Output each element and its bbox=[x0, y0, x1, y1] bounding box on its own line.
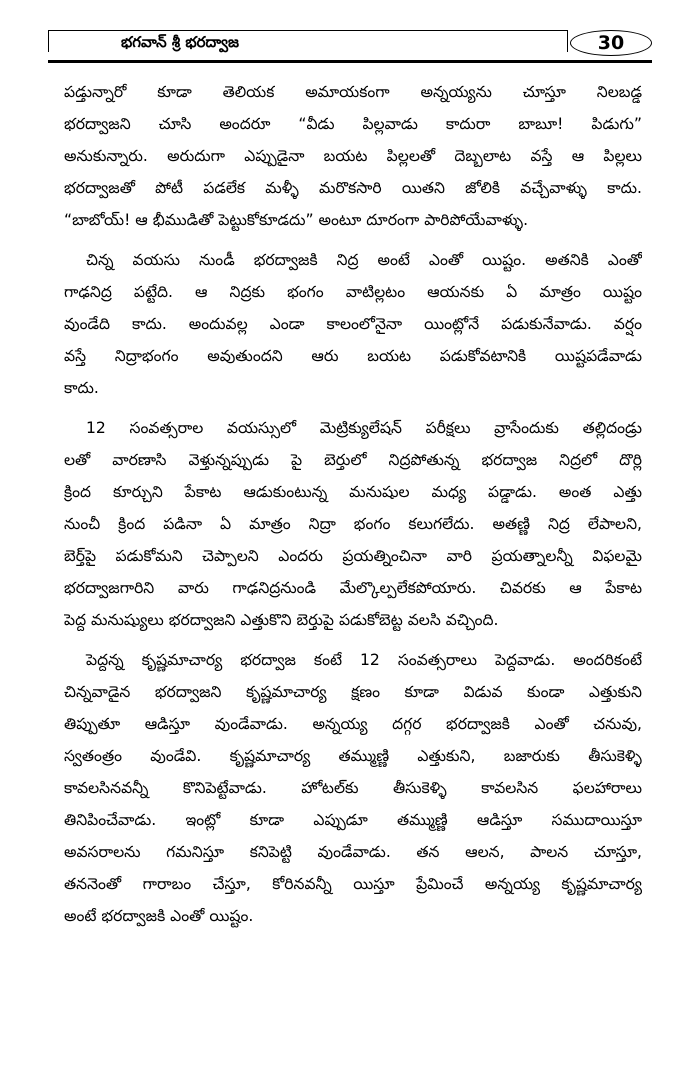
text-line: భరద్వాజగారిని వారు గాఢనిద్రనుండి మేల్కొల్పలేకపోయారు. చివరకు ఆ పేకాట bbox=[64, 579, 642, 597]
text-line: అంటే భరద్వాజకి ఎంతో యిష్టం. bbox=[64, 907, 254, 925]
text-line: బెర్త్‌పై పడుకోమని చెప్పాలని ఎందరు ప్రయత్నించినా వారి ప్రయత్నాలన్నీ విఫలమై bbox=[64, 547, 642, 565]
page-number: 30 bbox=[597, 32, 625, 54]
text-line: వుండేది కాదు. అందువల్ల ఎండా కాలంలోనైనా యింట్లోనే పడుకునేవాడు. వర్షం bbox=[64, 315, 642, 333]
text-line: అనుకున్నారు. అరుదుగా ఎప్పుడైనా బయట పిల్లలతో దెబ్బలాట వస్తే ఆ పిల్లలు bbox=[64, 147, 642, 165]
text-line: పెద్ద మనుష్యులు భరద్వాజని ఎత్తుకొని బెర్తుపై పడుకోబెట్ట వలసి వచ్చింది. bbox=[64, 611, 499, 629]
text-line: తినిపించేవాడు. ఇంట్లో కూడా ఎప్పుడూ తమ్ముణ్ణి ఆడిస్తూ సముదాయిస్తూ bbox=[64, 811, 642, 829]
page-body bbox=[64, 76, 642, 940]
paragraph bbox=[64, 644, 642, 932]
text-line: క్రింద కూర్చుని పేకాట ఆడుకుంటున్న మనుషుల మధ్య పడ్డాడు. అంత ఎత్తు bbox=[64, 483, 642, 501]
page-number-oval bbox=[570, 30, 652, 56]
text-line: భరద్వాజతో పోటీ పడలేక మళ్ళీ మరొకసారి యితని జోలికి వచ్చేవాళ్ళు కాదు. bbox=[64, 179, 642, 197]
text-line: తిప్పుతూ ఆడిస్తూ వుండేవాడు. అన్నయ్య దగ్గర భరద్వాజకి ఎంతో చనువు, bbox=[64, 715, 642, 733]
text-line: గాఢనిద్ర పట్టేది. ఆ నిద్రకు భంగం వాటిల్లటం ఆయనకు ఏ మాత్రం యిష్టం bbox=[64, 283, 642, 301]
text-line: పెద్దన్న కృష్ణమాచార్య భరద్వాజ కంటే 12 సంవత్సరాలు పెద్దవాడు. అందరికంటే bbox=[86, 651, 642, 669]
text-line: అవసరాలను గమనిస్తూ కనిపెట్టి వుండేవాడు. తన ఆలన, పాలన చూస్తూ, bbox=[64, 843, 642, 861]
paragraph bbox=[64, 412, 642, 636]
header-title-box bbox=[48, 30, 568, 52]
running-header bbox=[48, 30, 652, 63]
text-line: కావలసినవన్నీ కొనిపెట్టేవాడు. హోటల్‌కు తీసుకెళ్ళి కావలసిన ఫలహారాలు bbox=[64, 779, 642, 797]
text-line: భరద్వాజని చూసి అందరూ “వీడు పిల్లవాడు కాదురా బాబూ! పిడుగు” bbox=[64, 115, 642, 133]
text-line: పడ్తున్నారో కూడా తెలియక అమాయకంగా అన్నయ్యను చూస్తూ నిలబడ్డ bbox=[64, 83, 642, 101]
text-line: కాదు. bbox=[64, 379, 99, 397]
text-line: చిన్నవాడైన భరద్వాజని కృష్ణమాచార్య క్షణం కూడా విడువ కుండా ఎత్తుకుని bbox=[64, 683, 642, 701]
text-line: వస్తే నిద్రాభంగం అవుతుందని ఆరు బయట పడుకోవటానికి యిష్టపడేవాడు bbox=[64, 347, 642, 365]
text-line: నుంచీ క్రింద పడినా ఏ మాత్రం నిద్రా భంగం కలుగలేదు. అతణ్ణి నిద్ర లేపాలని, bbox=[64, 515, 642, 533]
text-line: లతో వారణాసి వెళ్తున్నప్పుడు పై బెర్తులో నిద్రపోతున్న భరద్వాజ నిద్రలో దొర్లి bbox=[64, 451, 642, 469]
paragraph bbox=[64, 244, 642, 404]
text-line: 12 సంవత్సరాల వయస్సులో మెట్రిక్యులేషన్ పరీక్షలు వ్రాసేందుకు తల్లిదండ్రు bbox=[86, 419, 642, 437]
paragraph bbox=[64, 76, 642, 236]
book-title: భగవాన్ శ్రీ భరద్వాజ bbox=[121, 33, 239, 51]
text-line: “బాబోయ్! ఆ భీముడితో పెట్టుకోకూడదు” అంటూ దూరంగా పారిపోయేవాళ్ళు. bbox=[64, 211, 529, 229]
text-line: తననెంతో గారాబం చేస్తూ, కోరినవన్నీ యిస్తూ ప్రేమించే అన్నయ్య కృష్ణమాచార్య bbox=[64, 875, 642, 893]
text-line: స్వతంత్రం వుండేవి. కృష్ణమాచార్య తమ్ముణ్ణి ఎత్తుకుని, బజారుకు తీసుకెళ్ళి bbox=[64, 747, 642, 765]
text-line: చిన్న వయసు నుండీ భరద్వాజకి నిద్ర అంటే ఎంతో యిష్టం. అతనికి ఎంతో bbox=[86, 251, 642, 269]
